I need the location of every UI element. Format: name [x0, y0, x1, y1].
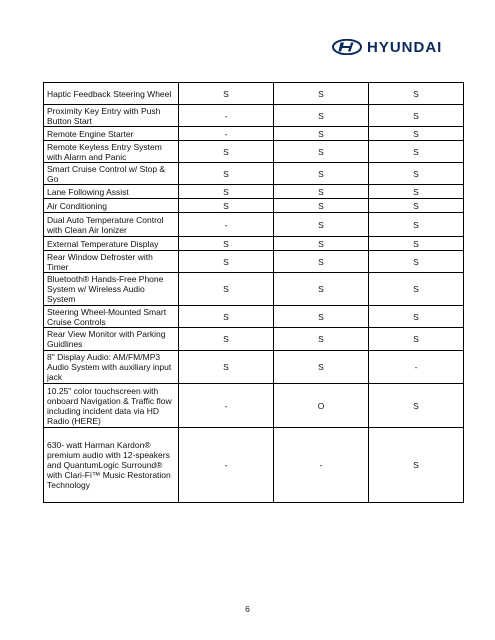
trim-value-cell: S	[274, 351, 369, 384]
trim-value-cell: S	[369, 185, 464, 199]
feature-cell: Rear Window Defroster with Timer	[44, 251, 179, 273]
table-row	[44, 384, 464, 428]
feature-cell: 630- watt Harman Kardon® premium audio with 12-speakers and QuantumLogic Surround® with Clari-Fi™ Music Restoration Technology	[44, 428, 179, 503]
feature-cell: Rear View Monitor with Parking Guidlines	[44, 328, 179, 351]
feature-cell: Lane Following Assist	[44, 185, 179, 199]
trim-value-cell: S	[274, 237, 369, 251]
trim-value-cell: S	[369, 213, 464, 237]
table-row	[44, 105, 464, 127]
table-row	[44, 251, 464, 273]
trim-value-cell: S	[274, 199, 369, 213]
feature-cell: 8" Display Audio: AM/FM/MP3 Audio System with auxiliary input jack	[44, 351, 179, 384]
trim-value-cell: S	[179, 273, 274, 306]
table-row	[44, 237, 464, 251]
feature-cell: Dual Auto Temperature Control with Clean Air Ionizer	[44, 213, 179, 237]
feature-cell: Smart Cruise Control w/ Stop & Go	[44, 163, 179, 185]
feature-cell: External Temperature Display	[44, 237, 179, 251]
trim-value-cell: S	[369, 163, 464, 185]
trim-value-cell: S	[369, 127, 464, 141]
trim-value-cell: -	[179, 428, 274, 503]
table-row	[44, 213, 464, 237]
feature-cell: Remote Engine Starter	[44, 127, 179, 141]
trim-value-cell: S	[274, 105, 369, 127]
trim-value-cell: S	[369, 328, 464, 351]
trim-value-cell: S	[369, 199, 464, 213]
table-row	[44, 83, 464, 105]
trim-value-cell: S	[179, 185, 274, 199]
trim-value-cell: S	[274, 251, 369, 273]
trim-value-cell: S	[179, 251, 274, 273]
trim-value-cell: S	[179, 328, 274, 351]
trim-value-cell: S	[274, 83, 369, 105]
trim-value-cell: S	[369, 105, 464, 127]
trim-value-cell: S	[369, 384, 464, 428]
table-row	[44, 306, 464, 328]
table-row	[44, 428, 464, 503]
trim-value-cell: -	[179, 127, 274, 141]
trim-value-cell: -	[274, 428, 369, 503]
trim-value-cell: S	[369, 428, 464, 503]
trim-value-cell: S	[274, 141, 369, 163]
trim-value-cell: -	[179, 105, 274, 127]
table-row	[44, 127, 464, 141]
trim-value-cell: S	[179, 199, 274, 213]
trim-value-cell: O	[274, 384, 369, 428]
table-row	[44, 199, 464, 213]
feature-cell: Bluetooth® Hands-Free Phone System w/ Wireless Audio System	[44, 273, 179, 306]
trim-value-cell: S	[369, 237, 464, 251]
trim-value-cell: S	[274, 163, 369, 185]
table-row	[44, 163, 464, 185]
feature-cell: Haptic Feedback Steering Wheel	[44, 83, 179, 105]
trim-value-cell: S	[369, 306, 464, 328]
brand-wordmark: HYUNDAI	[367, 38, 443, 56]
trim-value-cell: S	[274, 306, 369, 328]
trim-value-cell: S	[369, 83, 464, 105]
trim-value-cell: S	[274, 127, 369, 141]
table-row	[44, 273, 464, 306]
feature-cell: Air Conditioning	[44, 199, 179, 213]
hyundai-emblem-icon	[332, 39, 362, 55]
feature-spec-table	[43, 82, 464, 503]
table-row	[44, 185, 464, 199]
trim-value-cell: S	[179, 237, 274, 251]
trim-value-cell: -	[179, 384, 274, 428]
trim-value-cell: -	[369, 351, 464, 384]
trim-value-cell: S	[369, 141, 464, 163]
feature-cell: Remote Keyless Entry System with Alarm and Panic	[44, 141, 179, 163]
trim-value-cell: S	[179, 163, 274, 185]
table-row	[44, 328, 464, 351]
trim-value-cell: S	[179, 83, 274, 105]
trim-value-cell: S	[274, 328, 369, 351]
trim-value-cell: S	[369, 273, 464, 306]
trim-value-cell: S	[274, 185, 369, 199]
trim-value-cell: S	[179, 306, 274, 328]
trim-value-cell: S	[274, 273, 369, 306]
feature-cell: 10.25" color touchscreen with onboard Navigation & Traffic flow including incident data via HD Radio (HERE)	[44, 384, 179, 428]
trim-value-cell: S	[179, 351, 274, 384]
table-row	[44, 141, 464, 163]
trim-value-cell: S	[274, 213, 369, 237]
page-number: 6	[245, 604, 250, 614]
hyundai-logo	[332, 37, 452, 57]
feature-cell: Proximity Key Entry with Push Button Start	[44, 105, 179, 127]
feature-cell: Steering Wheel-Mounted Smart Cruise Controls	[44, 306, 179, 328]
trim-value-cell: S	[369, 251, 464, 273]
table-row	[44, 351, 464, 384]
trim-value-cell: S	[179, 141, 274, 163]
trim-value-cell: -	[179, 213, 274, 237]
